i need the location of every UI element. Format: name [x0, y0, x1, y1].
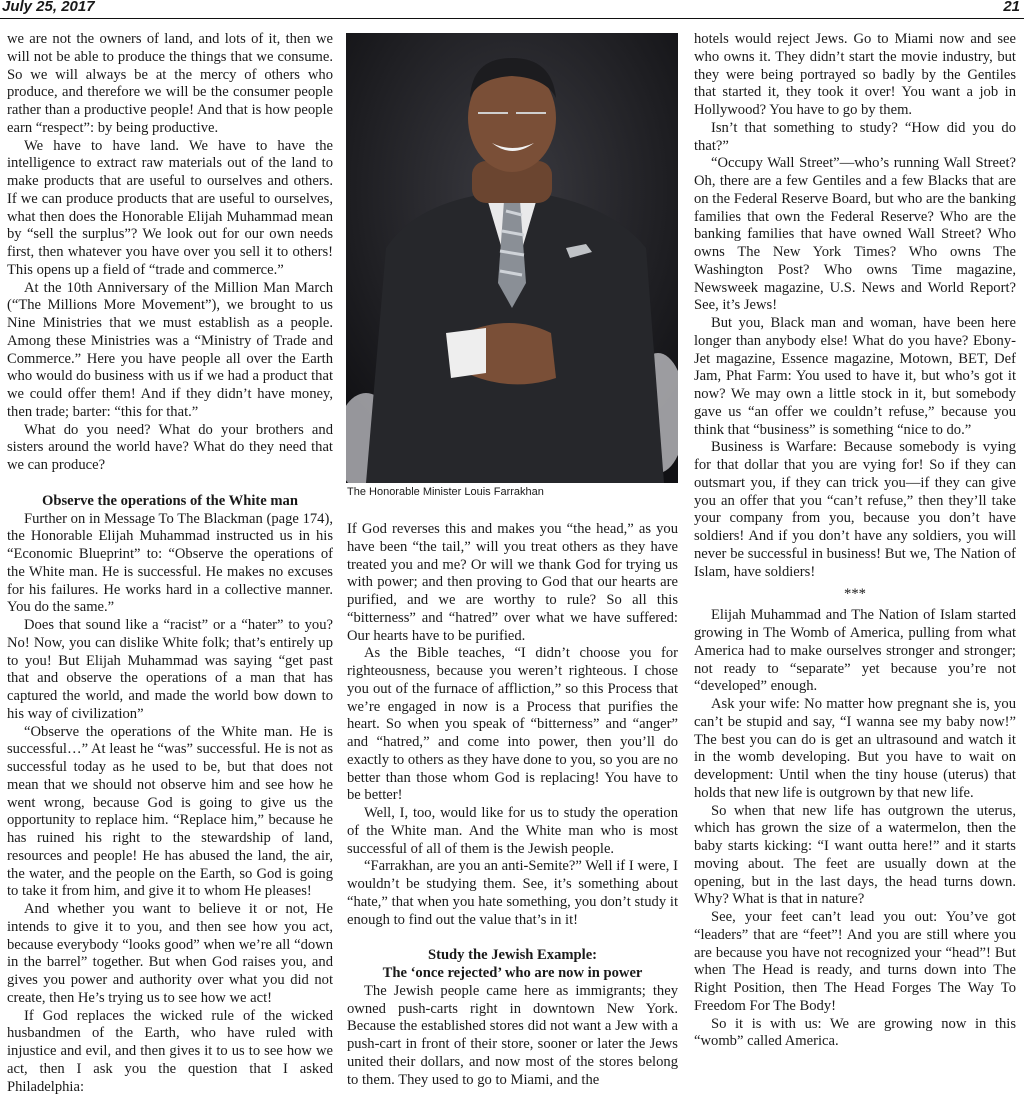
- article-paragraph: Ask your wife: No matter how pregnant she is, you can’t be stupid and say, “I wanna see my baby now!” The best you can do is get an ultrasound and watch it in the womb developing. But you have to wait on development: Until when the tiny house (uterus) that holds that new life is outgrown by that new life.: [694, 696, 1016, 801]
- paragraph-spacer: [347, 929, 678, 947]
- article-paragraph: Does that sound like a “racist” or a “hater” to you? No! Now, you can dislike White folk; that’s entirely up to you! But Elijah Muhammad was saying “get past that and observe the operations of a man that has captured the world, and made the world bow down to his way of civilization”: [7, 617, 333, 722]
- portrait-illustration: [346, 33, 678, 483]
- article-paragraph: What do you need? What do your brothers and sisters around the world have? What do they need that we can produce?: [7, 421, 333, 473]
- page-header: [0, 0, 1024, 19]
- article-paragraph: The Jewish people came here as immigrants; they owned push-carts right in downtown New York. Because the established stores did not want a Jew with a push-cart in front of their store, sooner or later the Jews united their dollars, and now most of the stores belong to them. They used to go to Miami, and the: [347, 982, 678, 1088]
- article-paragraph: Elijah Muhammad and The Nation of Islam started growing in The Womb of America, pulling from what America had to make ourselves stronger and stronger; not ready to “separate” yet because you’re not “developed” enough.: [694, 607, 1016, 695]
- article-paragraph: So it is with us: We are growing now in this “womb” called America.: [694, 1015, 1016, 1050]
- article-paragraph: Business is Warfare: Because somebody is vying for that dollar that you are vying for! So if they can outsmart you, if they can trick you—if they can give you an offer that you “can’t refuse,” then they’ll take your company from you, because you don’t have soldiers! And if you don’t have any soldiers, you will never be successful in business! But we, The Nation of Islam, have soldiers!: [694, 439, 1016, 580]
- section-heading: Observe the operations of the White man: [42, 492, 298, 509]
- column-2: [347, 521, 678, 1106]
- article-paragraph: “Farrakhan, are you an anti-Semite?” Well if I were, I wouldn’t be studying them. See, it’s something about “hate,” that when you hate something, you don’t study it enough to find out the value that’s in it!: [347, 858, 678, 928]
- article-paragraph: “Observe the operations of the White man. He is successful…” At least he “was” successful. He is not as successful today as he used to be, but that does not mean that we should not observe him and see how he went wrong, because God is going to give us the opportunity to replace him. “Replace him,” because he has ruined his right to the stewardship of land, resources and people! He has abused the land, the air, the water, and the people on the Earth, so God is going to take it from him, and give it to whom He pleases!: [7, 723, 333, 900]
- article-paragraph: If God reverses this and makes you “the head,” as you have been “the tail,” will you treat others as they have treated you and me? Or will we thank God for trying us with power; and then proving to God that our hearts are purified, and we are worthy to rule? So all this “bitterness” and “hatred” over what we have suffered: Our hearts have to be purified.: [347, 521, 678, 644]
- paragraph-spacer: [7, 475, 333, 493]
- section-heading: Study the Jewish Example:: [427, 947, 598, 964]
- article-paragraph: Further on in Message To The Blackman (page 174), the Honorable Elijah Muhammad instructed us in his “Economic Blueprint” to: “Observe the operations of the White man. He is successful. He makes no excuses for his failures. He works hard in a collective manner. You do the same.”: [7, 510, 333, 616]
- article-paragraph: Well, I, too, would like for us to study the operation of the White man. And the White man who is most successful of all of them is the Jewish people.: [347, 805, 678, 857]
- article-paragraph: “Occupy Wall Street”—who’s running Wall Street? Oh, there are a few Gentiles and a few Blacks that are on the Federal Reserve Board, but who are the banking families that own the Federal Reserve? Who are the banking families that have owned Wall Street? Who owns The New York Times? Who owns The Washington Post? Who owns Time magazine, Newsweek magazine, U.S. News and World Report? See, it’s Jews!: [694, 155, 1016, 314]
- article-paragraph: As the Bible teaches, “I didn’t choose you for righteousness, because you weren’t righteous. I chose you out of the furnace of affliction,” so this Process that we’re engaged in now is a Process that purifies the heart. So when you speak of “bitterness” and “anger” and “hatred,” and come into power, then you’ll do exactly to others as they have done to you, so you are no better than those whom God is replacing! You have to be better!: [347, 645, 678, 804]
- article-paragraph: And whether you want to believe it or not, He intends to give it to you, and then see how you act, because everybody “looks good” when we’re all “down in the barrel” together. But when God raises you, and gives you power and authority over what you did not create, then He’s trying us to see how we act!: [7, 901, 333, 1006]
- article-paragraph: We have to have land. We have to have the intelligence to extract raw materials out of the land to make products that are useful to ourselves and others. If we can produce products that are useful to ourselves, what then does the Honorable Elijah Muhammad mean by “sell the surplus”? We look out for our own needs first, then whatever you have over you sell it to others! This opens up a field of “trade and commerce.”: [7, 137, 333, 278]
- section-heading: The ‘once rejected’ who are now in power: [382, 965, 643, 981]
- article-paragraph: we are not the owners of land, and lots of it, then we will not be able to produce the things that we consume. So we will always be at the mercy of others who produce, and therefore we will be the consumer people rather than a productive people! And that is how people earn “respect”: by being productive.: [7, 31, 333, 136]
- portrait-photo: [346, 33, 678, 483]
- article-paragraph: But you, Black man and woman, have been here longer than anybody else! What do you have? Ebony-Jet magazine, Essence magazine, Motown, BET, Def Jam, Phat Farm: You used to have it, but who’s got it now? We may own a little stock in it, but somebody gave us “an offer we couldn’t refuse,” because you think that “business” is something “nice to do.”: [694, 315, 1016, 438]
- column-3: [694, 31, 1016, 1106]
- section-divider: ***: [844, 586, 866, 603]
- photo-caption: The Honorable Minister Louis Farrakhan: [347, 486, 544, 498]
- article-paragraph: See, your feet can’t lead you out: You’ve got “leaders” that are “feet”! And you are still where you are because you have not recognized your “head”! But when The Head is ready, and turns down into The Right Position, then The Head Forges The Way To Freedom For The Body!: [694, 909, 1016, 1014]
- page-number: 21: [1003, 0, 1020, 15]
- column-1: [7, 31, 333, 1106]
- article-paragraph: If God replaces the wicked rule of the wicked husbandmen of the Earth, who have ruled with injustice and evil, and then gives it to us to see how we act, then I ask you the question that I asked Philadelphia:: [7, 1007, 333, 1095]
- article-paragraph: So when that new life has outgrown the uterus, which has grown the size of a watermelon, then the baby starts kicking: “I want outta here!” and it starts moving about. The feet are usually down at the opening, but in the last days, the head turns down. Why? What is that in nature?: [694, 802, 1016, 908]
- article-paragraph: Isn’t that something to study? “How did you do that?”: [694, 119, 1016, 154]
- issue-date: July 25, 2017: [2, 0, 95, 15]
- article-paragraph: At the 10th Anniversary of the Million Man March (“The Millions More Movement”), we brought to us Nine Ministries that we must establish as a people. Among these Ministries was a “Ministry of Trade and Commerce.” Here you have people all over the Earth who would do business with us if we had a product that we could offer them! And if they didn’t have money, then trade; barter: “this for that.”: [7, 279, 333, 420]
- article-paragraph: hotels would reject Jews. Go to Miami now and see who owns it. They didn’t start the movie industry, but they were being portrayed so badly by the Gentiles that started it, they took it over! You want a job in Hollywood? You have to go by them.: [694, 31, 1016, 118]
